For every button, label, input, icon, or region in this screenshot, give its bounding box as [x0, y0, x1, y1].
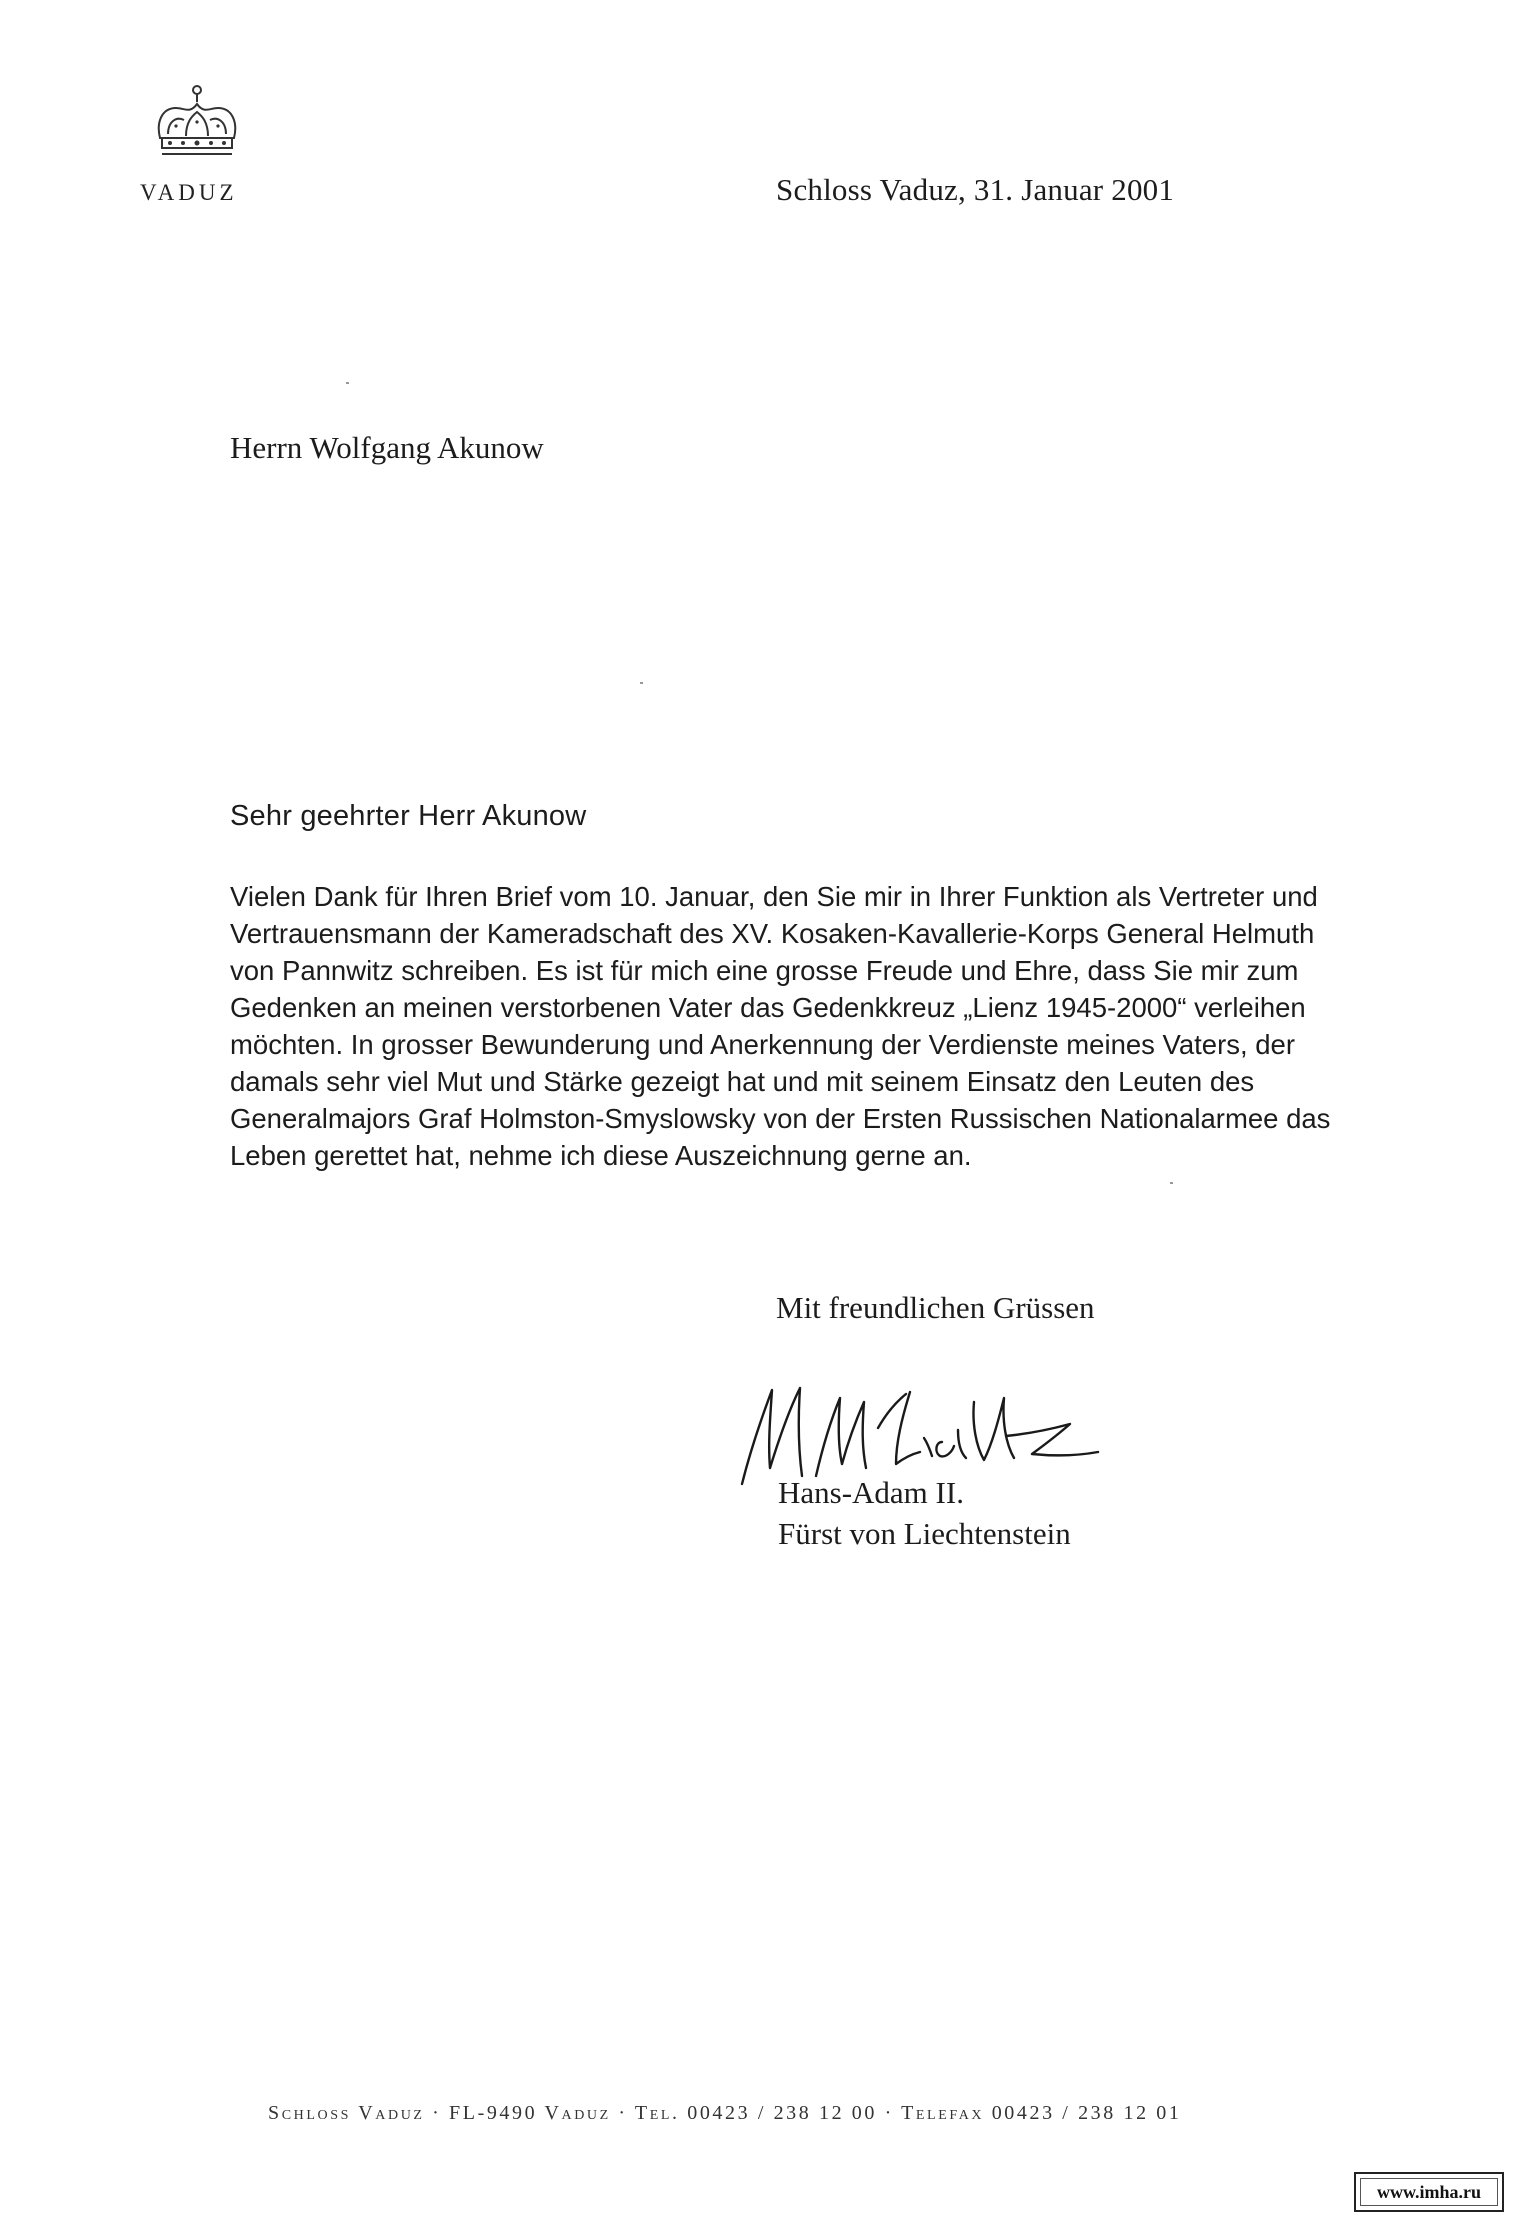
- salutation: Sehr geehrter Herr Akunow: [230, 800, 587, 832]
- closing-phrase: Mit freundlichen Grüssen: [776, 1290, 1095, 1325]
- letterhead-place: VADUZ: [140, 180, 238, 205]
- signer-name: Hans-Adam II.: [778, 1475, 964, 1510]
- body-line: Gedenken an meinen verstorbenen Vater das Gedenkkreuz „Lienz 1945-2000“ verleihen: [230, 992, 1306, 1023]
- scan-speck: [346, 382, 349, 384]
- body-line: damals sehr viel Mut und Stärke gezeigt hat und mit seinem Einsatz den Leuten des: [230, 1066, 1255, 1097]
- scan-speck: [640, 682, 643, 684]
- recipient-name: Herrn Wolfgang Akunow: [230, 430, 544, 465]
- body-line: möchten. In grosser Bewunderung und Anerkennung der Verdienste meines Vaters, der: [230, 1029, 1296, 1060]
- letter-body: [230, 878, 1450, 1174]
- body-line: von Pannwitz schreiben. Es ist für mich eine grosse Freude und Ehre, dass Sie mir zum: [230, 955, 1299, 986]
- letterhead-footer: Schloss Vaduz · FL-9490 Vaduz · Tel. 00423 / 238 12 00 · Telefax 00423 / 238 12 01: [268, 2102, 1182, 2124]
- signer-title: Fürst von Liechtenstein: [778, 1516, 1071, 1551]
- body-line: Leben gerettet hat, nehme ich diese Auszeichnung gerne an.: [230, 1140, 972, 1171]
- body-line: Vielen Dank für Ihren Brief vom 10. Januar, den Sie mir in Ihrer Funktion als Vertreter und: [230, 881, 1318, 912]
- body-line: Generalmajors Graf Holmston-Smyslowsky von der Ersten Russischen Nationalarmee das: [230, 1103, 1331, 1134]
- handwritten-signature: [736, 1372, 1106, 1492]
- watermark-stamp: www.imha.ru: [1354, 2172, 1504, 2212]
- place-date: Schloss Vaduz, 31. Januar 2001: [776, 172, 1175, 207]
- crown-icon: [150, 82, 244, 164]
- scan-speck: [1170, 1182, 1173, 1184]
- body-line: Vertrauensmann der Kameradschaft des XV. Kosaken-Kavallerie-Korps General Helmuth: [230, 918, 1315, 949]
